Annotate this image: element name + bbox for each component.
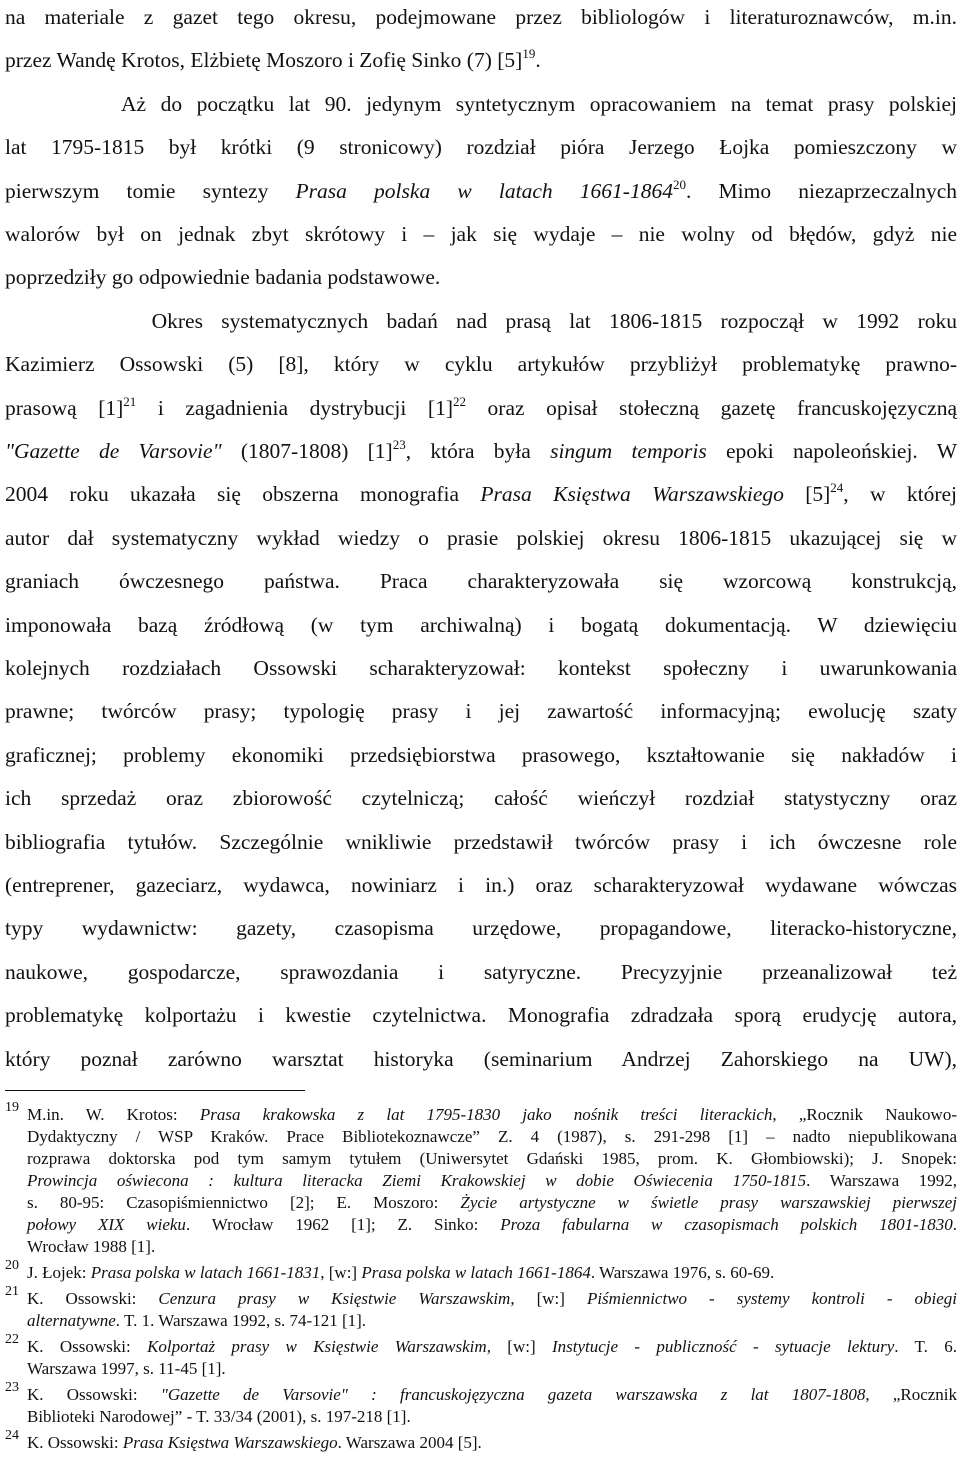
footnote-line [27, 1406, 957, 1427]
text-run: Aż do początku lat 90. jedynym syntetycznym opracowaniem na temat prasy polskiej [5, 91, 957, 116]
text-run: , [w:] [486, 1337, 552, 1356]
text-run: . Wrocław 1962 [1]; Z. Sinko: [185, 1215, 501, 1234]
text-run: . Warszawa 2004 [5]. [337, 1433, 482, 1452]
text-run: walorów był on jednak zbyt skrótowy i – jak się wydaje – nie wolny od błędów, gdyż nie [5, 222, 957, 246]
text-run: graficznej; problemy ekonomiki przedsiębiorstwa prasowego, kształtowanie się nakładów i [5, 742, 957, 767]
footnote-line: 22 K. Ossowski: Kolportaż prasy w Księstwie Warszawskim, [w:] Instytucje - publiczność - sytuacje lektury. T. 6. [5, 1332, 958, 1356]
text-run: typy wydawnictw: gazety, czasopisma urzędowe, propagandowe, literacko-historyczne, [5, 916, 957, 941]
text-run: Biblioteki Narodowej” - T. 33/34 (2001), s. 197-218 [1]. [27, 1407, 411, 1426]
text-run: M.in. W. Krotos: [27, 1105, 200, 1124]
text-run: prasową [1] [5, 395, 124, 420]
text-run: . [952, 1215, 958, 1234]
footnote-reference: 19 [522, 46, 536, 62]
italic-text: Prasa Księstwa Warszawskiego [122, 1433, 338, 1452]
text-run: imponowała bazą źródłową (w tym archiwalną) i bogatą dokumentacją. W dziewięciu [5, 612, 957, 637]
footnote-reference: 24 [830, 480, 844, 496]
italic-text: Proza fabularna w czasopismach polskich 1801-1830 [500, 1215, 953, 1234]
italic-text: Prasa polska w latach 1661-1864 [295, 178, 673, 203]
body-line [5, 742, 957, 768]
text-run: . T. 1. Warszawa 1992, s. 74-121 [1]. [115, 1311, 367, 1330]
text-run: prawne; twórców prasy; typologię prasy i jej zawartość informacyjną; ewolucję szaty [5, 699, 957, 724]
text-run: kolejnych rozdziałach Ossowski scharakteryzował: kontekst społeczny i uwarunkowania [5, 656, 957, 680]
body-line [5, 178, 957, 204]
text-run: lat 1795-1815 był krótki (9 stronicowy) rozdział pióra Jerzego Łojka pomieszczony w [5, 135, 957, 160]
body-line [5, 47, 957, 73]
italic-text: "Gazette de Varsovie" : francuskojęzyczna gazeta warszawska z lat 1807-1808 [160, 1385, 866, 1404]
body-line [5, 829, 957, 855]
text-run: , [w:] [320, 1263, 362, 1282]
text-run: , „Rocznik [865, 1385, 958, 1404]
body-line [5, 438, 957, 464]
text-run: , [w:] [510, 1289, 587, 1308]
text-run: K. Ossowski: [27, 1289, 159, 1308]
text-run: J. Łojek: [27, 1263, 91, 1282]
italic-text: "Gazette de Varsovie" [5, 439, 222, 463]
body-line [5, 872, 957, 898]
text-run: przez Wandę Krotos, Elżbietę Moszoro i Zofię Sinko (7) [5] [5, 48, 523, 73]
text-run: rozprawa doktorska pod tym samym tytułem (Uniwersytet Gdański 1985, prom. K. Głombiowski); J. Snopek: [27, 1149, 957, 1168]
footnote-line [27, 1148, 957, 1169]
text-run: . T. 6. [894, 1337, 958, 1356]
text-run: . Warszawa 1992, [806, 1171, 957, 1190]
body-line [5, 1002, 957, 1028]
text-run: (entreprener, gazeciarz, wydawca, nowiniarz i in.) oraz scharakteryzował wydawane wówczas [5, 873, 957, 897]
text-run: na materiale z gazet tego okresu, podejmowane przez bibliologów i literaturoznawców, m.in. [5, 5, 957, 29]
body-line [5, 351, 957, 377]
body-line [5, 612, 957, 638]
footnote-line [27, 1192, 957, 1213]
text-run: Wrocław 1988 [1]. [27, 1237, 156, 1256]
footnote-line: 24 K. Ossowski: Prasa Księstwa Warszawskiego. Warszawa 2004 [5]. [5, 1428, 482, 1452]
text-run: oraz opisał stołeczną gazetę francuskojęzyczną [465, 395, 957, 420]
text-run: s. 80-95: Czasopiśmiennictwo [2]; E. Moszoro: [27, 1193, 461, 1212]
italic-text: alternatywne [27, 1311, 116, 1330]
footnote-reference: 20 [672, 176, 686, 192]
italic-text: Piśmiennictwo - systemy kontroli - obiegi [586, 1289, 957, 1308]
body-line [5, 134, 957, 160]
italic-text: Cenzura prasy w Księstwie Warszawskim [158, 1289, 511, 1308]
text-run: K. Ossowski: [27, 1385, 161, 1404]
body-line [5, 525, 957, 551]
footnote-line [27, 1214, 957, 1235]
text-run: . Warszawa 1976, s. 60-69. [590, 1263, 775, 1282]
text-run: Dydaktyczny / WSP Kraków. Prace Bibliotekoznawcze” Z. 4 (1987), s. 291-298 [1] – nadto niepublikowana [27, 1127, 957, 1146]
italic-text: Życie artystyczne w świetle prasy warszawskiej pierwszej [460, 1193, 957, 1212]
footnote-separator [5, 1090, 305, 1091]
text-run: i zagadnienia dystrybucji [1] [136, 395, 453, 420]
body-line [5, 221, 957, 247]
text-run: ich sprzedaż oraz zbiorowość czytelniczą; całość wieńczył rozdział statystyczny oraz [5, 786, 957, 811]
footnote-line [27, 1236, 957, 1257]
body-line [5, 655, 957, 681]
text-run: K. Ossowski: [27, 1337, 148, 1356]
italic-text: Instytucje - publiczność - sytuacje lektury [551, 1337, 895, 1356]
body-line [5, 395, 957, 421]
body-line [5, 91, 957, 117]
italic-text: połowy XIX wieku [27, 1215, 186, 1234]
text-run: . [535, 48, 541, 73]
text-run: pierwszym tomie syntezy [5, 178, 296, 203]
text-run: Warszawa 1997, s. 11-45 [1]. [27, 1359, 226, 1378]
footnote-reference: 22 [452, 393, 466, 409]
footnote-line: 19 M.in. W. Krotos: Prasa krakowska z lat 1795-1830 jako nośnik treści literackich, „Rocznik Naukowo- [5, 1100, 957, 1124]
text-run: (1807-1808) [1] [221, 439, 393, 463]
text-run: który poznał zarówno warsztat historyka (seminarium Andrzej Zahorskiego na UW), [5, 1046, 957, 1071]
italic-text: Kolportaż prasy w Księstwie Warszawskim [147, 1337, 487, 1356]
footnote-line [27, 1310, 957, 1331]
footnote-reference: 23 [392, 437, 406, 452]
text-run: K. Ossowski: [27, 1433, 123, 1452]
footnote-reference: 21 [123, 393, 137, 409]
body-line [5, 308, 957, 334]
italic-text: Prasa Księstwa Warszawskiego [480, 482, 784, 507]
body-line [5, 1046, 957, 1072]
footnote-line [27, 1358, 957, 1379]
footnote-line [27, 1170, 957, 1191]
text-run: autor dał systematyczny wykład wiedzy o prasie polskiej okresu 1806-1815 ukazującej się w [5, 525, 957, 550]
text-run: , w której [843, 482, 957, 507]
text-run: , która była [405, 439, 551, 463]
footnote-line [27, 1126, 957, 1147]
text-run: . Mimo niezaprzeczalnych [685, 178, 957, 203]
italic-text: Prasa krakowska z lat 1795-1830 jako nośnik treści literackich [199, 1105, 773, 1124]
text-run: , „Rocznik Naukowo- [772, 1105, 957, 1124]
footnote-line: 21 K. Ossowski: Cenzura prasy w Księstwie Warszawskim, [w:] Piśmiennictwo - systemy kontroli - obiegi [5, 1284, 957, 1308]
body-line [5, 698, 957, 724]
body-line [5, 568, 957, 594]
text-run: naukowe, gospodarcze, sprawozdania i satyryczne. Precyzyjnie przeanalizował też [5, 959, 957, 984]
body-line [5, 785, 957, 811]
body-line [5, 481, 957, 507]
body-line [5, 915, 957, 941]
text-run: poprzedziły go odpowiednie badania podstawowe. [5, 265, 441, 290]
footnote-line: 23 K. Ossowski: "Gazette de Varsovie" : francuskojęzyczna gazeta warszawska z lat 1807-1808, „Rocznik [5, 1380, 958, 1404]
text-run: bibliografia tytułów. Szczególnie wnikliwie przedstawił twórców prasy i ich ówczesne role [5, 829, 957, 854]
text-run: graniach ówczesnego państwa. Praca charakteryzowała się wzorcową konstrukcją, [5, 569, 957, 594]
text-run: Okres systematycznych badań nad prasą lat 1806-1815 rozpoczął w 1992 roku [5, 308, 957, 333]
body-line [5, 4, 957, 30]
footnote-line: 20 J. Łojek: Prasa polska w latach 1661-1831, [w:] Prasa polska w latach 1661-1864. Warszawa 1976, s. 60-69. [5, 1258, 775, 1282]
body-line [5, 264, 957, 290]
text-run: epoki napoleońskiej. W [706, 439, 957, 463]
text-run: 2004 roku ukazała się obszerna monografia [5, 482, 481, 507]
text-run: problematykę kolportażu i kwestie czytelnictwa. Monografia zdradzała sporą erudycję autora, [5, 1003, 957, 1028]
italic-text: Prasa polska w latach 1661-1831 [90, 1263, 321, 1282]
italic-text: Prasa polska w latach 1661-1864 [361, 1263, 591, 1282]
italic-text: Prowincja oświecona : kultura literacka Ziemi Krakowskiej w dobie Oświecenia 1750-1815 [27, 1171, 807, 1190]
text-run: Kazimierz Ossowski (5) [8], który w cyklu artykułów przybliżył problematykę prawno- [5, 352, 957, 377]
text-run: [5] [783, 482, 831, 507]
italic-text: singum temporis [550, 439, 707, 463]
body-line [5, 959, 957, 985]
